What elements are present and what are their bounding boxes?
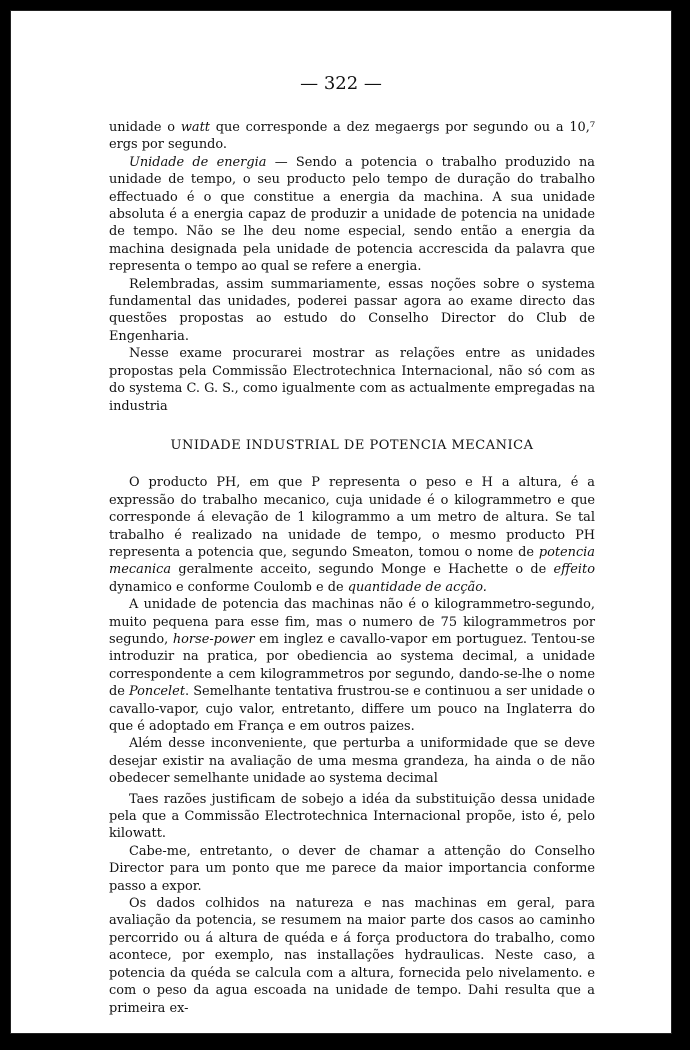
paragraph-watt: unidade o watt que corresponde a dez megaergs por segundo ou a 10,⁷ ergs por segundo. xyxy=(109,120,595,153)
page-body xyxy=(109,119,595,1017)
paragraph-inconvenience: Além desse inconveniente, que perturba a uniformidade que se deve desejar existir na avaliação de uma mesma grandeza, ha ainda o de não obedecer semelhante unidade ao systema decimal xyxy=(109,736,595,787)
page-number: — 322 — xyxy=(300,73,382,94)
section-heading: UNIDADE INDUSTRIAL DE POTENCIA MECANICA xyxy=(170,437,534,453)
paragraph-exam: Nesse exame procurarei mostrar as relações entre as unidades propostas pela Commissão Electrotechnica Internacional, não só com as do systema C. G. S., como igualmente com as actualmente empregadas na industria xyxy=(109,346,595,414)
paragraph-attention: Cabe-me, entretanto, o dever de chamar a attenção do Conselho Director para um ponto que me parece da maior importancia conforme passo a expor. xyxy=(109,843,595,894)
paragraph-product-ph: O producto PH, em que P representa o peso e H a altura, é a expressão do trabalho mecanico, cuja unidade é o kilogrammetro e que corresponde á elevação de 1 kilogrammo a um metro de altura. Se tal trabalho é realizado na unidade de tempo, o mesmo producto PH representa a potencia que, segundo Smeaton, tomou o nome de potencia mecanica geralmente acceito, segundo Monge e Hachette o de effeito dynamico e conforme Coulomb e de quantidade de acção. xyxy=(109,475,595,595)
paragraph-summary: Relembradas, assim summariamente, essas noções sobre o systema fundamental das unidades, poderei passar agora ao exame directo das questões propostas ao estudo do Conselho Director do Club de Engenharia. xyxy=(109,276,595,344)
paragraph-kilowatt: Taes razões justificam de sobejo a idéa da substituição dessa unidade pela que a Commissão Electrotechnica Internacional propõe, isto é, pelo kilowatt. xyxy=(109,791,595,842)
paragraph-horse-power: A unidade de potencia das machinas não é o kilogrammetro-segundo, muito pequena para esse fim, mas o numero de 75 kilogrammetros por segundo, horse-power em inglez e cavallo-vapor em portuguez. Tentou-se introduzir na pratica, por obediencia ao systema decimal, a unidade correspondente a cem kilogrammetros por segundo, dando-se-lhe o nome de Poncelet. Semelhante tentativa frustrou-se e continuou a ser unidade o cavallo-vapor, cujo valor, entretanto, differe um pouco na Inglaterra do que é adoptado em França e em outros paizes. xyxy=(109,597,596,734)
document-page xyxy=(10,10,672,1034)
paragraph-data-collected: Os dados colhidos na natureza e nas machinas em geral, para avaliação da potencia, se resumem na maior parte dos casos ao caminho percorrido ou á altura de quéda e á força productora do trabalho, como acontece, por exemplo, nas installações hydraulicas. Neste caso, a potencia da quéda se calcula com a altura, fornecida pelo nivelamento. e com o peso da agua escoada na unidade de tempo. Dahi resulta que a primeira ex- xyxy=(109,896,595,1016)
paragraph-energy-unit: Unidade de energia — Sendo a potencia o trabalho produzido na unidade de tempo, o seu producto pelo tempo de duração do trabalho effectuado é o que constitue a energia da machina. A sua unidade absoluta é a energia capaz de produzir a unidade de potencia na unidade de tempo. Não se lhe deu nome especial, sendo então a energia da machina designada pela unidade de potencia accrescida da palavra que representa o tempo ao qual se refere a energia. xyxy=(109,154,595,275)
